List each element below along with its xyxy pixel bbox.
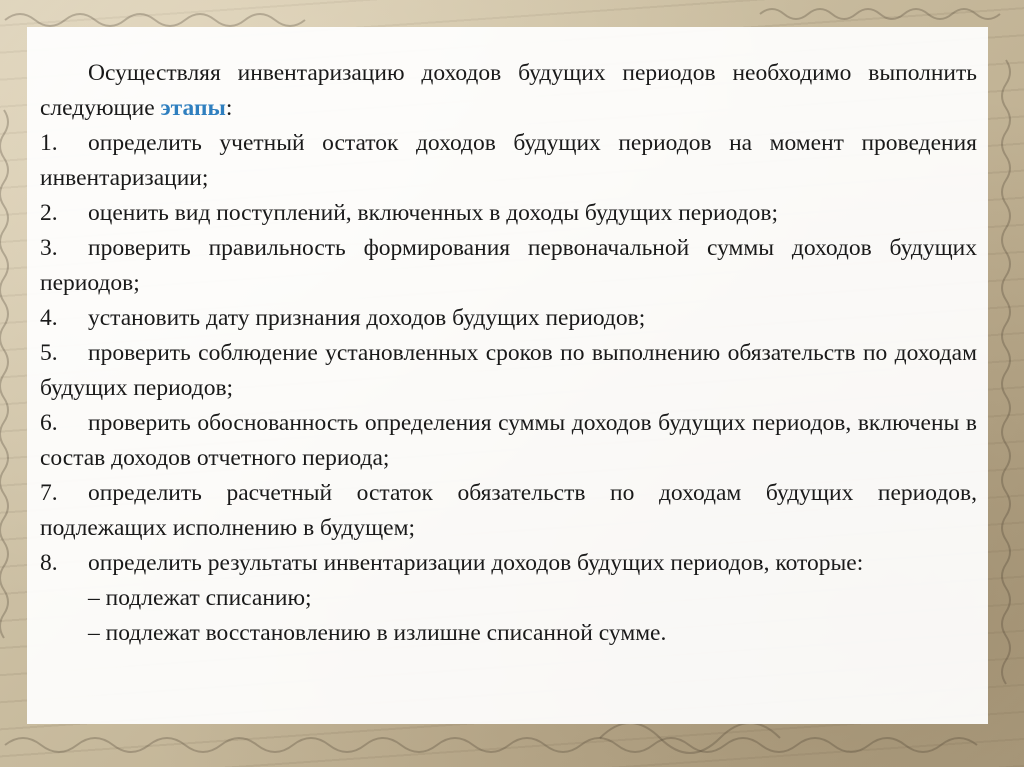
step-text: определить учетный остаток доходов будущих периодов на момент проведения инвентаризации; (40, 130, 977, 191)
step-text: проверить соблюдение установленных сроков по выполнению обязательств по доходам будущих периодов; (40, 340, 977, 401)
step-text: оценить вид поступлений, включенных в доходы будущих периодов; (88, 200, 778, 226)
step-2 (40, 196, 977, 231)
slide-text (40, 56, 977, 651)
sub-item-writeoff: – подлежат списанию; (88, 585, 312, 611)
content-panel (27, 27, 988, 724)
step-number: 3. (40, 235, 58, 261)
step-text: проверить правильность формирования первоначальной суммы доходов будущих периодов; (40, 235, 977, 296)
step-3 (40, 231, 977, 301)
sub-item-restore: – подлежат восстановлению в излишне списанной сумме. (88, 620, 667, 646)
step-number: 6. (40, 410, 58, 436)
step-1 (40, 126, 977, 196)
step-text: проверить обоснованность определения суммы доходов будущих периодов, включены в состав доходов отчетного периода; (40, 410, 977, 471)
step-number: 7. (40, 480, 58, 506)
step-number: 1. (40, 130, 58, 156)
intro-highlight: этапы (160, 95, 226, 121)
step-text: определить расчетный остаток обязательств по доходам будущих периодов, подлежащих исполнению в будущем; (40, 480, 977, 541)
step-number: 2. (40, 200, 58, 226)
step-text: определить результаты инвентаризации доходов будущих периодов, которые: (88, 550, 864, 576)
step-number: 4. (40, 305, 58, 331)
step-4 (40, 301, 977, 336)
intro-text: Осуществляя инвентаризацию доходов будущих периодов необходимо выполнить следующие (40, 60, 977, 121)
step-8 (40, 546, 977, 581)
intro-paragraph (40, 56, 977, 126)
step-7 (40, 476, 977, 546)
intro-colon: : (225, 95, 233, 121)
step-6 (40, 406, 977, 476)
step-text: установить дату признания доходов будущих периодов; (88, 305, 646, 331)
step-number: 8. (40, 550, 58, 576)
step-number: 5. (40, 340, 58, 366)
step-5 (40, 336, 977, 406)
